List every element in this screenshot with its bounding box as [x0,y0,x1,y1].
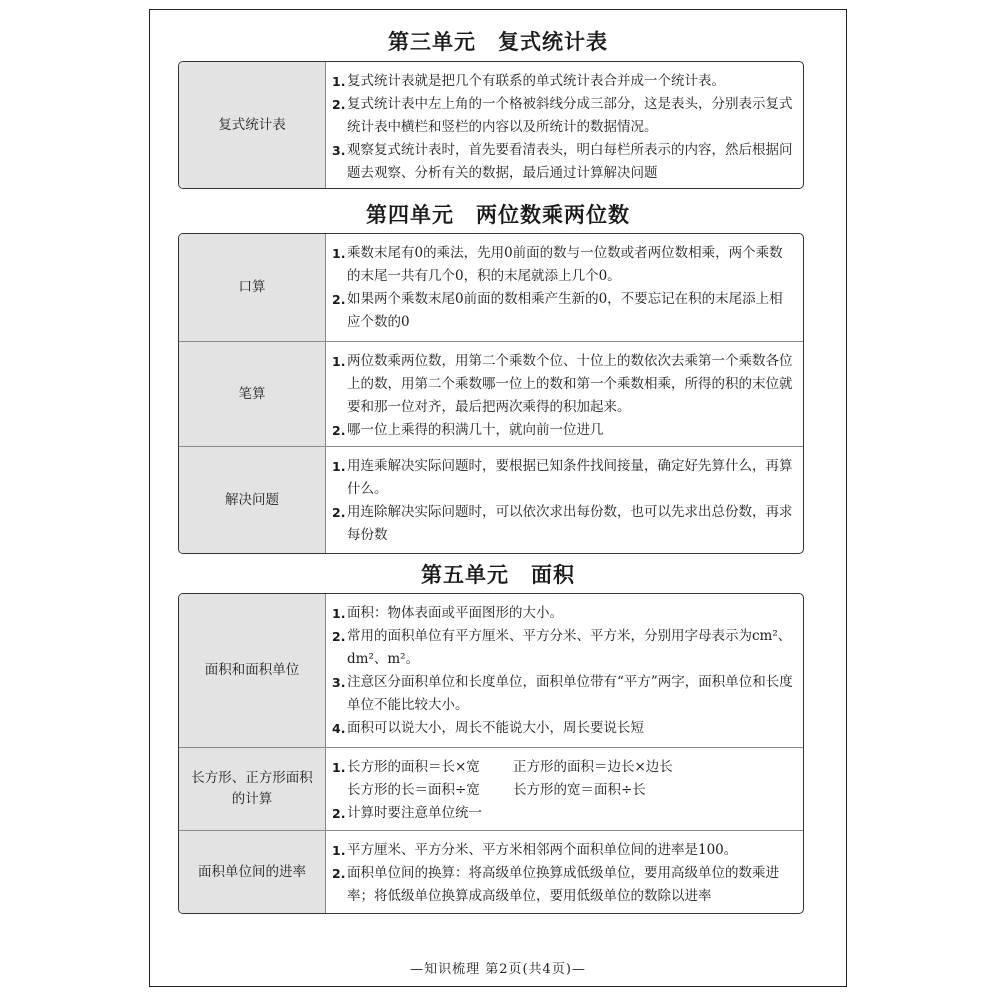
list-item: 1. 用连乘解决实际问题时，要根据已知条件找间接量，确定好先算什么，再算什么。 [332,458,793,497]
unit-4-table [178,233,804,554]
row-body [326,342,803,446]
table-row [179,341,803,446]
row-body [326,748,803,830]
unit-5-table [178,593,804,914]
page-footer: —知识梳理 第2页(共4页)— [410,962,586,977]
list-item: 2. 哪一位上乘得的积满几十，就向前一位进几 [332,422,604,438]
list-item: 1. 平方厘米、平方分米、平方米相邻两个面积单位间的进率是100。 [332,842,738,858]
row-body [326,594,803,747]
row-head-bisuan: 笔算 [179,342,326,446]
unit-3-title: 第三单元 复式统计表 [388,29,608,54]
row-head-kousuan: 口算 [179,234,326,341]
table-row [179,594,803,747]
table-row [179,234,803,341]
row-head-changfangxing: 长方形、正方形面积的计算 [179,748,326,830]
formula-rect-width: 长方形的宽＝面积÷长 [513,782,646,798]
table-row [179,747,803,830]
formula-item: 1. 长方形的面积＝长×宽 正方形的面积＝边长×边长 长方形的长＝面积÷宽 长方形的宽＝面积÷长 [332,756,795,802]
formula-square-area: 正方形的面积＝边长×边长 [513,759,673,775]
unit-4-title: 第四单元 两位数乘两位数 [366,202,630,227]
list-item: 1. 复式统计表就是把几个有联系的单式统计表合并成一个统计表。 [332,73,725,89]
list-item: 1. 乘数末尾有0的乘法，先用0前面的数与一位数或者两位数相乘，两个乘数的末尾一共有几个0，积的末尾就添上几个0。 [332,245,783,284]
row-head-jinlv: 面积单位间的进率 [179,831,326,913]
table-row [179,830,803,913]
formula-rect-length: 长方形的长＝面积÷宽 [347,782,480,798]
list-item: 2. 面积单位间的换算：将高级单位换算成低级单位，要用高级单位的数乘进率；将低级单位换算成高级单位，要用低级单位的数除以进率 [332,865,779,904]
list-item: 1. 两位数乘两位数，用第二个乘数个位、十位上的数依次去乘第一个乘数各位上的数，用第二个乘数哪一位上的数和第一个乘数相乘，所得的积的末位就要和那一位对齐，最后把两次乘得的积加起来。 [332,353,793,415]
list-item: 3. 注意区分面积单位和长度单位，面积单位带有“平方”两字，面积单位和长度单位不能比较大小。 [332,674,793,713]
row-body [326,831,803,913]
table-row [179,446,803,553]
list-item: 2. 如果两个乘数末尾0前面的数相乘产生新的0，不要忘记在积的末尾添上相应个数的0 [332,291,783,330]
row-body [326,234,803,341]
unit-3-table [178,61,804,189]
row-head-mianji: 面积和面积单位 [179,594,326,747]
list-item: 2. 用连除解决实际问题时，可以依次求出每份数，也可以先求出总份数，再求每份数 [332,504,793,543]
formula-rect-area: 长方形的面积＝长×宽 [347,759,480,775]
table-row [179,62,803,188]
list-item: 3. 观察复式统计表时，首先要看清表头，明白每栏所表示的内容，然后根据问题去观察、分析有关的数据，最后通过计算解决问题 [332,142,793,181]
list-item: 4. 面积可以说大小，周长不能说大小，周长要说长短 [332,720,644,736]
unit-5-title: 第五单元 面积 [421,562,575,587]
row-head-fushi: 复式统计表 [179,62,326,188]
list-item: 2. 计算时要注意单位统一 [332,805,482,821]
list-item: 1. 面积：物体表面或平面图形的大小。 [332,605,563,621]
row-body [326,447,803,553]
row-head-jiejue: 解决问题 [179,447,326,553]
list-item: 2. 常用的面积单位有平方厘米、平方分米、平方米，分别用字母表示为cm²、dm²、m²。 [332,628,792,667]
list-item: 2. 复式统计表中左上角的一个格被斜线分成三部分，这是表头，分别表示复式统计表中横栏和竖栏的内容以及所统计的数据情况。 [332,96,793,135]
row-body [326,62,803,188]
